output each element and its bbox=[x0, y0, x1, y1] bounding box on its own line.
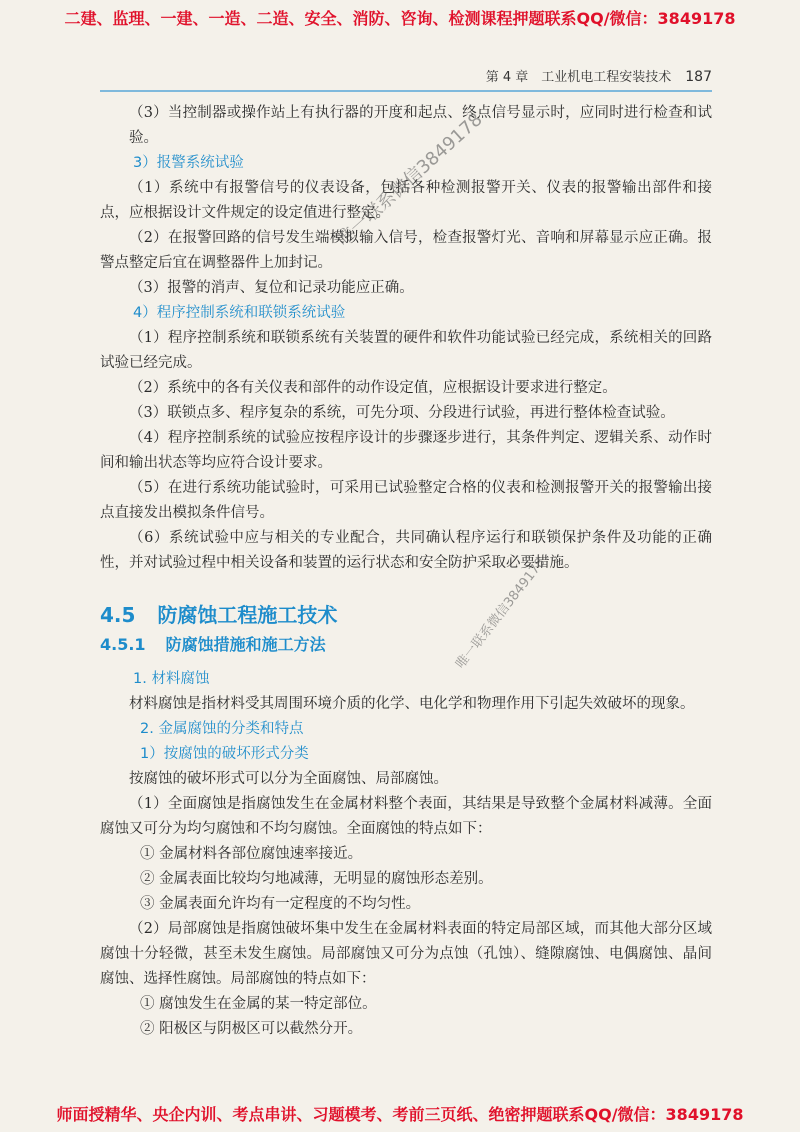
list-item: ③ 金属表面允许均有一定程度的不均匀性。 bbox=[140, 896, 421, 912]
running-head bbox=[100, 66, 712, 85]
page-number: 187 bbox=[685, 69, 712, 85]
heading-program-control-test: 4）程序控制系统和联锁系统试验 bbox=[133, 305, 346, 321]
header-rule bbox=[100, 90, 712, 92]
paragraph: （2）系统中的各有关仪表和部件的动作设定值，应根据设计要求进行整定。 bbox=[129, 380, 617, 396]
top-ad-banner: 二建、监理、一建、一造、二造、安全、消防、咨询、检测课程押题联系QQ/微信：3849178 bbox=[64, 9, 736, 28]
paragraph: （3）当控制器或操作站上有执行器的开度和起点、终点信号显示时，应同时进行检查和试验。 bbox=[129, 105, 712, 146]
paragraph: 材料腐蚀是指材料受其周围环境介质的化学、电化学和物理作用下引起失效破坏的现象。 bbox=[129, 696, 695, 712]
list-item: ① 金属材料各部位腐蚀速率接近。 bbox=[140, 846, 363, 862]
page-body bbox=[100, 101, 712, 1042]
watermark: 唯一联系微信3849178 bbox=[332, 109, 487, 251]
heading-alarm-test: 3）报警系统试验 bbox=[133, 155, 244, 171]
heading-by-damage-form: 1）按腐蚀的破坏形式分类 bbox=[140, 746, 309, 762]
paragraph: 按腐蚀的破坏形式可以分为全面腐蚀、局部腐蚀。 bbox=[129, 771, 448, 787]
paragraph: （5）在进行系统功能试验时，可采用已试验整定合格的仪表和检测报警开关的报警输出接点直接发出模拟条件信号。 bbox=[100, 480, 712, 521]
section-heading bbox=[100, 599, 712, 631]
chapter-title: 第 4 章 工业机电工程安装技术 bbox=[485, 70, 672, 85]
subsection-number: 4.5.1 bbox=[100, 635, 146, 654]
section-title: 防腐蚀工程施工技术 bbox=[157, 603, 338, 627]
list-item: ① 腐蚀发生在金属的某一特定部位。 bbox=[140, 996, 377, 1012]
paragraph: （4）程序控制系统的试验应按程序设计的步骤逐步进行，其条件判定、逻辑关系、动作时间和输出状态等均应符合设计要求。 bbox=[100, 430, 712, 471]
watermark: 唯一联系微信3849178 bbox=[453, 555, 549, 672]
subsection-heading bbox=[100, 631, 712, 659]
heading-material-corrosion: 1. 材料腐蚀 bbox=[133, 671, 210, 687]
paragraph: （6）系统试验中应与相关的专业配合，共同确认程序运行和联锁保护条件及功能的正确性，并对试验过程中相关设备和装置的运行状态和安全防护采取必要措施。 bbox=[100, 530, 712, 571]
heading-metal-corrosion: 2. 金属腐蚀的分类和特点 bbox=[140, 721, 304, 737]
paragraph: （1）程序控制系统和联锁系统有关装置的硬件和软件功能试验已经完成，系统相关的回路试验已经完成。 bbox=[100, 330, 712, 371]
list-item: ② 金属表面比较均匀地减薄，无明显的腐蚀形态差别。 bbox=[140, 871, 493, 887]
subsection-title: 防腐蚀措施和施工方法 bbox=[165, 635, 326, 654]
bottom-ad-banner: 师面授精华、央企内训、考点串讲、习题模考、考前三页纸、绝密押题联系QQ/微信：3849178 bbox=[56, 1105, 744, 1124]
paragraph: （2）在报警回路的信号发生端模拟输入信号，检查报警灯光、音响和屏幕显示应正确。报警点整定后宜在调整器件上加封记。 bbox=[100, 230, 712, 271]
paragraph: （3）报警的消声、复位和记录功能应正确。 bbox=[129, 280, 414, 296]
list-item: ② 阳极区与阴极区可以截然分开。 bbox=[140, 1021, 363, 1037]
paragraph: （1）全面腐蚀是指腐蚀发生在金属材料整个表面，其结果是导致整个金属材料减薄。全面腐蚀又可分为均匀腐蚀和不均匀腐蚀。全面腐蚀的特点如下： bbox=[100, 796, 712, 837]
section-number: 4.5 bbox=[100, 603, 136, 627]
paragraph: （3）联锁点多、程序复杂的系统，可先分项、分段进行试验，再进行整体检查试验。 bbox=[129, 405, 675, 421]
paragraph: （2）局部腐蚀是指腐蚀破坏集中发生在金属材料表面的特定局部区域，而其他大部分区域腐蚀十分轻微，甚至未发生腐蚀。局部腐蚀又可分为点蚀（孔蚀）、缝隙腐蚀、电偶腐蚀、晶间腐蚀、选择性腐蚀。局部腐蚀的特点如下： bbox=[100, 921, 712, 987]
paragraph: （1）系统中有报警信号的仪表设备，包括各种检测报警开关、仪表的报警输出部件和接点，应根据设计文件规定的设定值进行整定。 bbox=[100, 180, 712, 221]
